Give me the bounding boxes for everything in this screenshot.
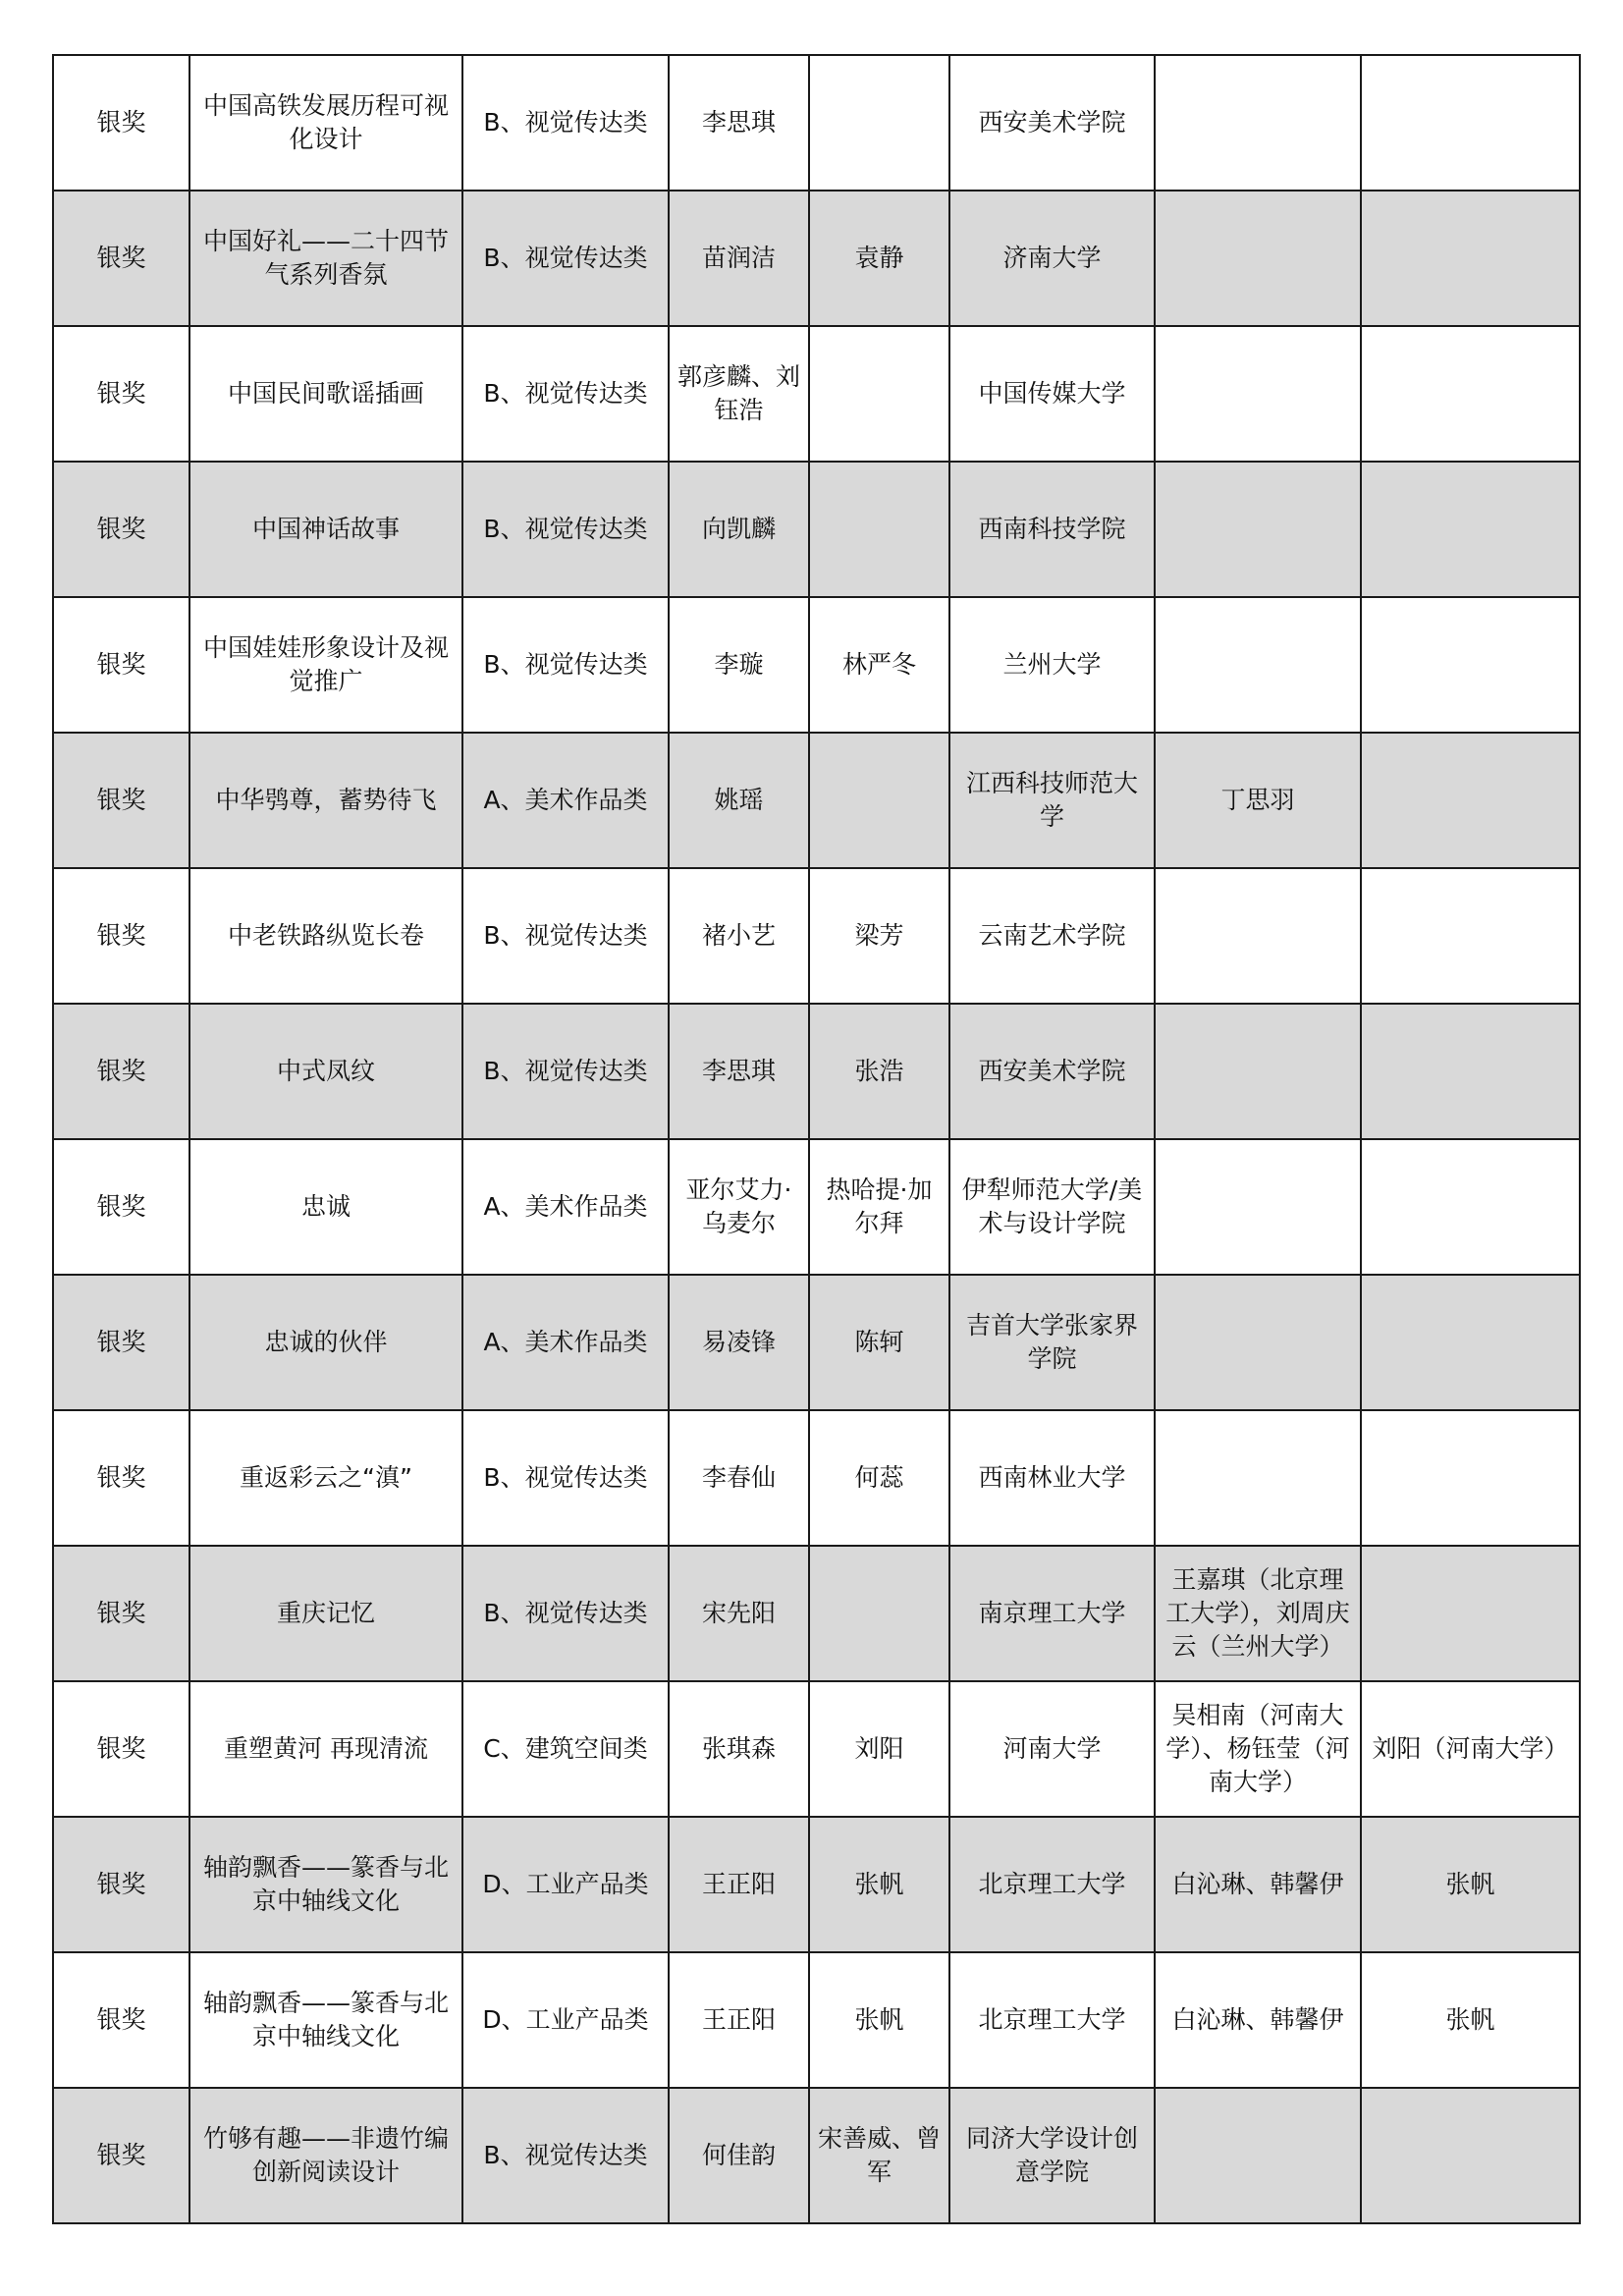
title-cell: 重塑黄河 再现清流 [189,1681,462,1817]
participants-cell: 丁思羽 [1155,733,1361,868]
title-cell: 中国好礼——二十四节气系列香氛 [189,191,462,326]
institution-cell: 中国传媒大学 [949,326,1155,462]
table-row [53,1817,1580,1952]
institution-cell: 西南科技学院 [949,462,1155,597]
extra-advisor-cell: 刘阳（河南大学） [1361,1681,1580,1817]
table-row [53,1275,1580,1410]
award-cell: 银奖 [53,1139,189,1275]
authors-cell: 张琪森 [669,1681,809,1817]
table-row [53,1681,1580,1817]
award-cell: 银奖 [53,597,189,733]
extra-advisor-cell: 张帆 [1361,1952,1580,2088]
title-cell: 轴韵飘香——篆香与北京中轴线文化 [189,1952,462,2088]
award-cell: 银奖 [53,1410,189,1546]
title-cell: 中式凤纹 [189,1004,462,1139]
advisor-cell: 林严冬 [809,597,949,733]
extra-advisor-cell [1361,191,1580,326]
award-cell: 银奖 [53,1546,189,1681]
awards-table [52,54,1581,2224]
institution-cell: 北京理工大学 [949,1952,1155,2088]
category-cell: B、视觉传达类 [462,1410,669,1546]
extra-advisor-cell [1361,1139,1580,1275]
authors-cell: 向凯麟 [669,462,809,597]
participants-cell: 王嘉琪（北京理工大学），刘周庆云（兰州大学） [1155,1546,1361,1681]
category-cell: B、视觉传达类 [462,2088,669,2223]
institution-cell: 吉首大学张家界学院 [949,1275,1155,1410]
table-row [53,2088,1580,2223]
advisor-cell [809,733,949,868]
participants-cell [1155,191,1361,326]
table-row [53,597,1580,733]
advisor-cell: 何蕊 [809,1410,949,1546]
authors-cell: 李璇 [669,597,809,733]
category-cell: C、建筑空间类 [462,1681,669,1817]
title-cell: 轴韵飘香——篆香与北京中轴线文化 [189,1817,462,1952]
authors-cell: 褚小艺 [669,868,809,1004]
institution-cell: 同济大学设计创意学院 [949,2088,1155,2223]
extra-advisor-cell [1361,733,1580,868]
title-cell: 中华鸮尊，蓄势待飞 [189,733,462,868]
table-row [53,1952,1580,2088]
advisor-cell: 袁静 [809,191,949,326]
extra-advisor-cell: 张帆 [1361,1817,1580,1952]
extra-advisor-cell [1361,326,1580,462]
category-cell: B、视觉传达类 [462,868,669,1004]
award-cell: 银奖 [53,326,189,462]
extra-advisor-cell [1361,2088,1580,2223]
title-cell: 中国娃娃形象设计及视觉推广 [189,597,462,733]
advisor-cell: 张浩 [809,1004,949,1139]
title-cell: 忠诚 [189,1139,462,1275]
title-cell: 中国神话故事 [189,462,462,597]
extra-advisor-cell [1361,868,1580,1004]
table-row [53,1410,1580,1546]
title-cell: 竹够有趣——非遗竹编创新阅读设计 [189,2088,462,2223]
participants-cell [1155,462,1361,597]
authors-cell: 何佳韵 [669,2088,809,2223]
extra-advisor-cell [1361,55,1580,191]
title-cell: 重庆记忆 [189,1546,462,1681]
institution-cell: 南京理工大学 [949,1546,1155,1681]
authors-cell: 王正阳 [669,1817,809,1952]
category-cell: B、视觉传达类 [462,326,669,462]
extra-advisor-cell [1361,597,1580,733]
advisor-cell: 陈轲 [809,1275,949,1410]
institution-cell: 西南林业大学 [949,1410,1155,1546]
participants-cell: 吴相南（河南大学）、杨钰莹（河南大学） [1155,1681,1361,1817]
participants-cell [1155,326,1361,462]
award-cell: 银奖 [53,55,189,191]
authors-cell: 苗润洁 [669,191,809,326]
institution-cell: 河南大学 [949,1681,1155,1817]
category-cell: B、视觉传达类 [462,1546,669,1681]
authors-cell: 姚瑶 [669,733,809,868]
table-row [53,191,1580,326]
advisor-cell: 宋善威、曾军 [809,2088,949,2223]
authors-cell: 亚尔艾力·乌麦尔 [669,1139,809,1275]
title-cell: 重返彩云之“滇” [189,1410,462,1546]
award-cell: 银奖 [53,191,189,326]
category-cell: B、视觉传达类 [462,462,669,597]
award-cell: 银奖 [53,1275,189,1410]
authors-cell: 李思琪 [669,1004,809,1139]
category-cell: B、视觉传达类 [462,1004,669,1139]
category-cell: A、美术作品类 [462,1139,669,1275]
award-cell: 银奖 [53,1004,189,1139]
table-row [53,1139,1580,1275]
participants-cell: 白沁琳、韩馨伊 [1155,1817,1361,1952]
authors-cell: 李春仙 [669,1410,809,1546]
extra-advisor-cell [1361,1275,1580,1410]
authors-cell: 李思琪 [669,55,809,191]
advisor-cell [809,1546,949,1681]
advisor-cell: 刘阳 [809,1681,949,1817]
category-cell: D、工业产品类 [462,1817,669,1952]
award-cell: 银奖 [53,868,189,1004]
award-cell: 银奖 [53,462,189,597]
institution-cell: 伊犁师范大学/美术与设计学院 [949,1139,1155,1275]
table-row [53,1004,1580,1139]
participants-cell [1155,2088,1361,2223]
institution-cell: 西安美术学院 [949,1004,1155,1139]
table-row [53,733,1580,868]
participants-cell [1155,55,1361,191]
participants-cell [1155,1004,1361,1139]
extra-advisor-cell [1361,1410,1580,1546]
table-row [53,55,1580,191]
category-cell: A、美术作品类 [462,733,669,868]
authors-cell: 郭彦麟、刘钰浩 [669,326,809,462]
institution-cell: 北京理工大学 [949,1817,1155,1952]
authors-cell: 易凌锋 [669,1275,809,1410]
table-row [53,868,1580,1004]
category-cell: D、工业产品类 [462,1952,669,2088]
authors-cell: 王正阳 [669,1952,809,2088]
category-cell: B、视觉传达类 [462,597,669,733]
advisor-cell [809,462,949,597]
authors-cell: 宋先阳 [669,1546,809,1681]
participants-cell [1155,1410,1361,1546]
title-cell: 中老铁路纵览长卷 [189,868,462,1004]
institution-cell: 兰州大学 [949,597,1155,733]
advisor-cell: 张帆 [809,1817,949,1952]
participants-cell [1155,1275,1361,1410]
institution-cell: 济南大学 [949,191,1155,326]
table-row [53,1546,1580,1681]
institution-cell: 西安美术学院 [949,55,1155,191]
participants-cell [1155,1139,1361,1275]
participants-cell: 白沁琳、韩馨伊 [1155,1952,1361,2088]
advisor-cell: 张帆 [809,1952,949,2088]
institution-cell: 江西科技师范大学 [949,733,1155,868]
category-cell: B、视觉传达类 [462,55,669,191]
institution-cell: 云南艺术学院 [949,868,1155,1004]
advisor-cell [809,55,949,191]
advisor-cell: 热哈提·加尔拜 [809,1139,949,1275]
awards-table-body [53,55,1580,2223]
extra-advisor-cell [1361,1546,1580,1681]
table-row [53,462,1580,597]
advisor-cell: 梁芳 [809,868,949,1004]
award-cell: 银奖 [53,1817,189,1952]
title-cell: 中国高铁发展历程可视化设计 [189,55,462,191]
award-cell: 银奖 [53,1952,189,2088]
table-row [53,326,1580,462]
title-cell: 忠诚的伙伴 [189,1275,462,1410]
category-cell: B、视觉传达类 [462,191,669,326]
award-cell: 银奖 [53,733,189,868]
extra-advisor-cell [1361,462,1580,597]
participants-cell [1155,868,1361,1004]
title-cell: 中国民间歌谣插画 [189,326,462,462]
award-cell: 银奖 [53,1681,189,1817]
extra-advisor-cell [1361,1004,1580,1139]
advisor-cell [809,326,949,462]
award-cell: 银奖 [53,2088,189,2223]
participants-cell [1155,597,1361,733]
category-cell: A、美术作品类 [462,1275,669,1410]
